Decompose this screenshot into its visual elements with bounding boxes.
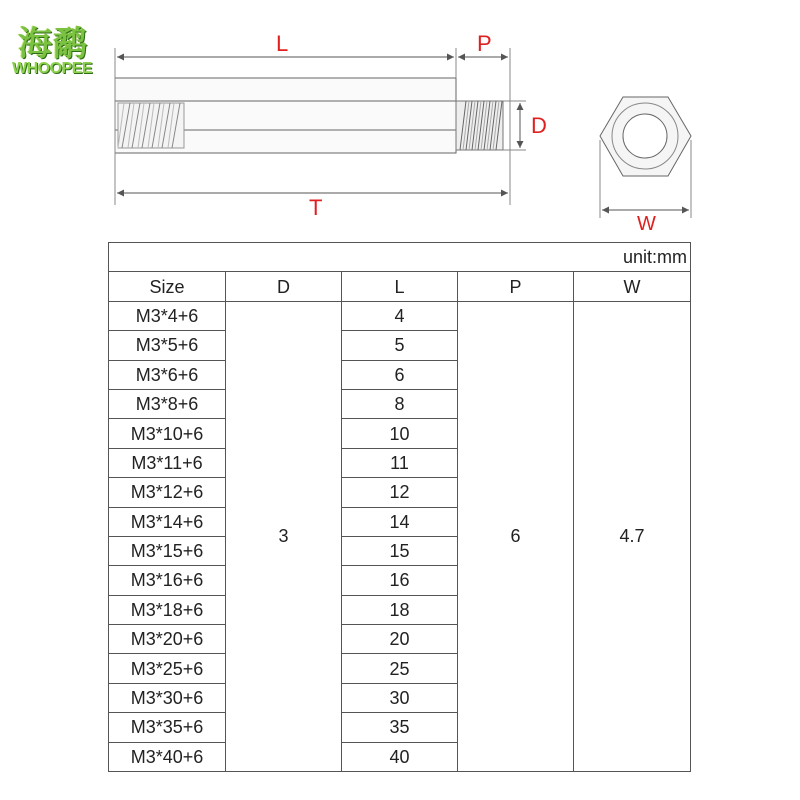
cell-l: 18 <box>342 595 458 624</box>
cell-size: M3*20+6 <box>109 625 226 654</box>
unit-row <box>109 243 691 272</box>
cell-d-merged: 3 <box>226 301 342 771</box>
cell-size: M3*40+6 <box>109 742 226 771</box>
header-row <box>109 272 691 301</box>
cell-p-merged: 6 <box>458 301 574 771</box>
cell-size: M3*15+6 <box>109 536 226 565</box>
cell-size: M3*35+6 <box>109 713 226 742</box>
cell-w-merged: 4.7 <box>574 301 691 771</box>
logo-text-cn: 海鹬 <box>18 24 88 64</box>
spec-table <box>108 242 691 772</box>
cell-size: M3*8+6 <box>109 389 226 418</box>
logo-text-en: WHOOPEE <box>12 60 93 77</box>
cell-l: 12 <box>342 478 458 507</box>
cell-l: 10 <box>342 419 458 448</box>
cell-l: 5 <box>342 331 458 360</box>
cell-size: M3*18+6 <box>109 595 226 624</box>
dim-label-L: L <box>276 31 289 56</box>
header-w: W <box>574 272 691 301</box>
unit-label: unit:mm <box>109 243 691 272</box>
dim-label-P: P <box>477 31 492 56</box>
cell-l: 8 <box>342 389 458 418</box>
cell-l: 6 <box>342 360 458 389</box>
hex-end-view <box>600 97 691 176</box>
cell-l: 20 <box>342 625 458 654</box>
cell-l: 15 <box>342 536 458 565</box>
cell-l: 11 <box>342 448 458 477</box>
dim-label-W: W <box>637 213 656 235</box>
cell-l: 16 <box>342 566 458 595</box>
cell-size: M3*30+6 <box>109 683 226 712</box>
cell-l: 4 <box>342 301 458 330</box>
cell-size: M3*6+6 <box>109 360 226 389</box>
header-size: Size <box>109 272 226 301</box>
cell-l: 30 <box>342 683 458 712</box>
cell-l: 14 <box>342 507 458 536</box>
dim-label-T: T <box>309 195 323 220</box>
cell-l: 35 <box>342 713 458 742</box>
header-l: L <box>342 272 458 301</box>
cell-l: 40 <box>342 742 458 771</box>
header-p: P <box>458 272 574 301</box>
cell-size: M3*11+6 <box>109 448 226 477</box>
cell-size: M3*12+6 <box>109 478 226 507</box>
cell-size: M3*10+6 <box>109 419 226 448</box>
cell-size: M3*4+6 <box>109 301 226 330</box>
dim-label-D: D <box>531 113 547 138</box>
external-thread <box>456 101 503 150</box>
cell-size: M3*25+6 <box>109 654 226 683</box>
standoff-diagram <box>0 0 800 240</box>
cell-size: M3*14+6 <box>109 507 226 536</box>
cell-size: M3*5+6 <box>109 331 226 360</box>
internal-thread <box>118 103 184 148</box>
cell-l: 25 <box>342 654 458 683</box>
cell-size: M3*16+6 <box>109 566 226 595</box>
table-row <box>109 301 691 330</box>
header-d: D <box>226 272 342 301</box>
